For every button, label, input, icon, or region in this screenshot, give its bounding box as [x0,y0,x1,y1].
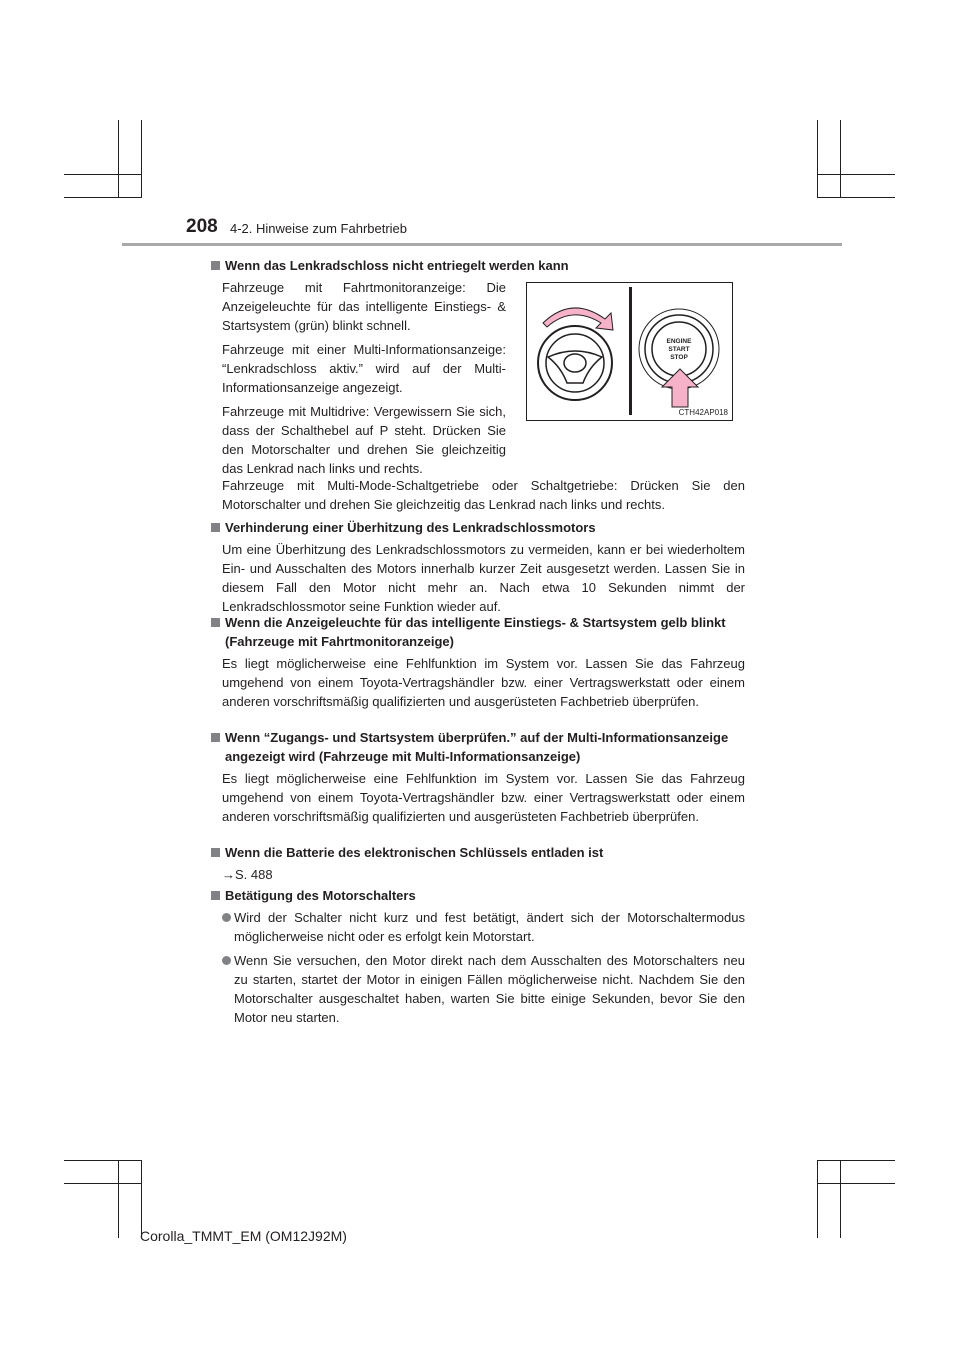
crop-mark [840,1160,841,1238]
crop-mark [64,197,142,198]
section-engine-switch [210,886,745,1027]
section-heading: Wenn “Zugangs- und Startsystem überprüfen.” auf der Multi-Informationsanzeige angezeigt wird (Fahrzeuge mit Multi-Informationsanzeige) [210,728,745,766]
steering-wheel-icon [538,326,612,400]
crop-mark [64,1160,142,1161]
crop-mark [64,1183,142,1184]
button-label-engine: ENGINE [666,338,692,345]
section-title: 4-2. Hinweise zum Fahrbetrieb [230,221,408,236]
crop-mark [141,120,142,198]
paragraph: Fahrzeuge mit Multidrive: Vergewissern Sie sich, dass der Schalthebel auf P steht. Drücken Sie den Motorschalter und drehen Sie gleichzeitig das Lenkrad nach links und rechts. [222,404,506,476]
section-heading: Betätigung des Motorschalters [210,886,745,905]
crop-mark [817,1183,895,1184]
button-label-start: START [668,346,690,353]
section-heading: Wenn die Batterie des elektronischen Schlüssels entladen ist [210,843,745,862]
crop-mark [118,120,119,198]
button-label-stop: STOP [670,354,688,361]
section-key-battery [210,843,745,884]
crop-mark [64,174,142,175]
section-steering-lock-cont [210,476,745,514]
page-number: 208 [186,216,218,237]
divider-line [629,287,632,415]
crop-mark [118,1160,119,1238]
paragraph: Fahrzeuge mit Multi-Mode-Schaltgetriebe oder Schaltgetriebe: Drücken Sie den Motorschalter und drehen Sie gleichzeitig das Lenkrad nach links und rechts. [222,478,745,512]
document-id: Corolla_TMMT_EM (OM12J92M) [140,1228,347,1244]
section-indicator-yellow [210,613,745,711]
crop-mark [817,1160,895,1161]
paragraph: Fahrzeuge mit einer Multi-Informationsanzeige: “Lenkradschloss aktiv.” wird auf der Multi-Informationsanzeige angezeigt. [222,342,506,395]
section-heading: Wenn das Lenkradschloss nicht entriegelt werden kann [210,256,745,275]
bullet-item: Wird der Schalter nicht kurz und fest betätigt, ändert sich der Motorschaltermodus möglicherweise nicht oder es erfolgt kein Motorstart. [222,908,745,946]
page-reference: →S. 488 [222,867,273,882]
section-overheating [210,518,745,616]
figure-code: CTH42AP018 [678,408,728,417]
section-check-system [210,728,745,826]
crop-mark [817,174,895,175]
paragraph: Es liegt möglicherweise eine Fehlfunktion im System vor. Lassen Sie das Fahrzeug umgehend von einem Toyota-Vertragshändler bzw. einer Vertragswerkstatt oder einem anderen vorschriftsmäßig qualifizierten und ausgerüsteten Fachbetrieb überprüfen. [222,656,745,709]
crop-mark [817,120,818,198]
bullet-item: Wenn Sie versuchen, den Motor direkt nach dem Ausschalten des Motorschalters neu zu starten, startet der Motor in einigen Fällen möglicherweise nicht. Nachdem Sie den Motorschalter ausgeschaltet haben, warten Sie bitte einige Sekunden, bevor Sie den Motor neu starten. [222,951,745,1027]
illustration-svg [527,283,732,420]
paragraph: Fahrzeuge mit Fahrtmonitoranzeige: Die Anzeigeleuchte für das intelligente Einstiegs- & Startsystem (grün) blinkt schnell. [222,280,506,333]
illustration-steering-and-start-button [526,282,733,421]
header-rule [122,243,842,246]
section-heading: Wenn die Anzeigeleuchte für das intelligente Einstiegs- & Startsystem gelb blinkt (Fahrzeuge mit Fahrtmonitoranzeige) [210,613,745,651]
crop-mark [817,1160,818,1238]
section-heading: Verhinderung einer Überhitzung des Lenkradschlossmotors [210,518,745,537]
crop-mark [141,1160,142,1238]
paragraph: Es liegt möglicherweise eine Fehlfunktion im System vor. Lassen Sie das Fahrzeug umgehend von einem Toyota-Vertragshändler bzw. einer Vertragswerkstatt oder einem anderen vorschriftsmäßig qualifizierten und ausgerüsteten Fachbetrieb überprüfen. [222,771,745,824]
crop-mark [817,197,895,198]
paragraph: Um eine Überhitzung des Lenkradschlossmotors zu vermeiden, kann er bei wiederholtem Ein- und Ausschalten des Motors innerhalb kurzer Zeit ausgesetzt werden. Lassen Sie in diesem Fall den Motor nicht mehr an. Nach etwa 10 Sekunden nimmt der Lenkradschlossmotor seine Funktion wieder auf. [222,542,745,614]
crop-mark [840,120,841,198]
